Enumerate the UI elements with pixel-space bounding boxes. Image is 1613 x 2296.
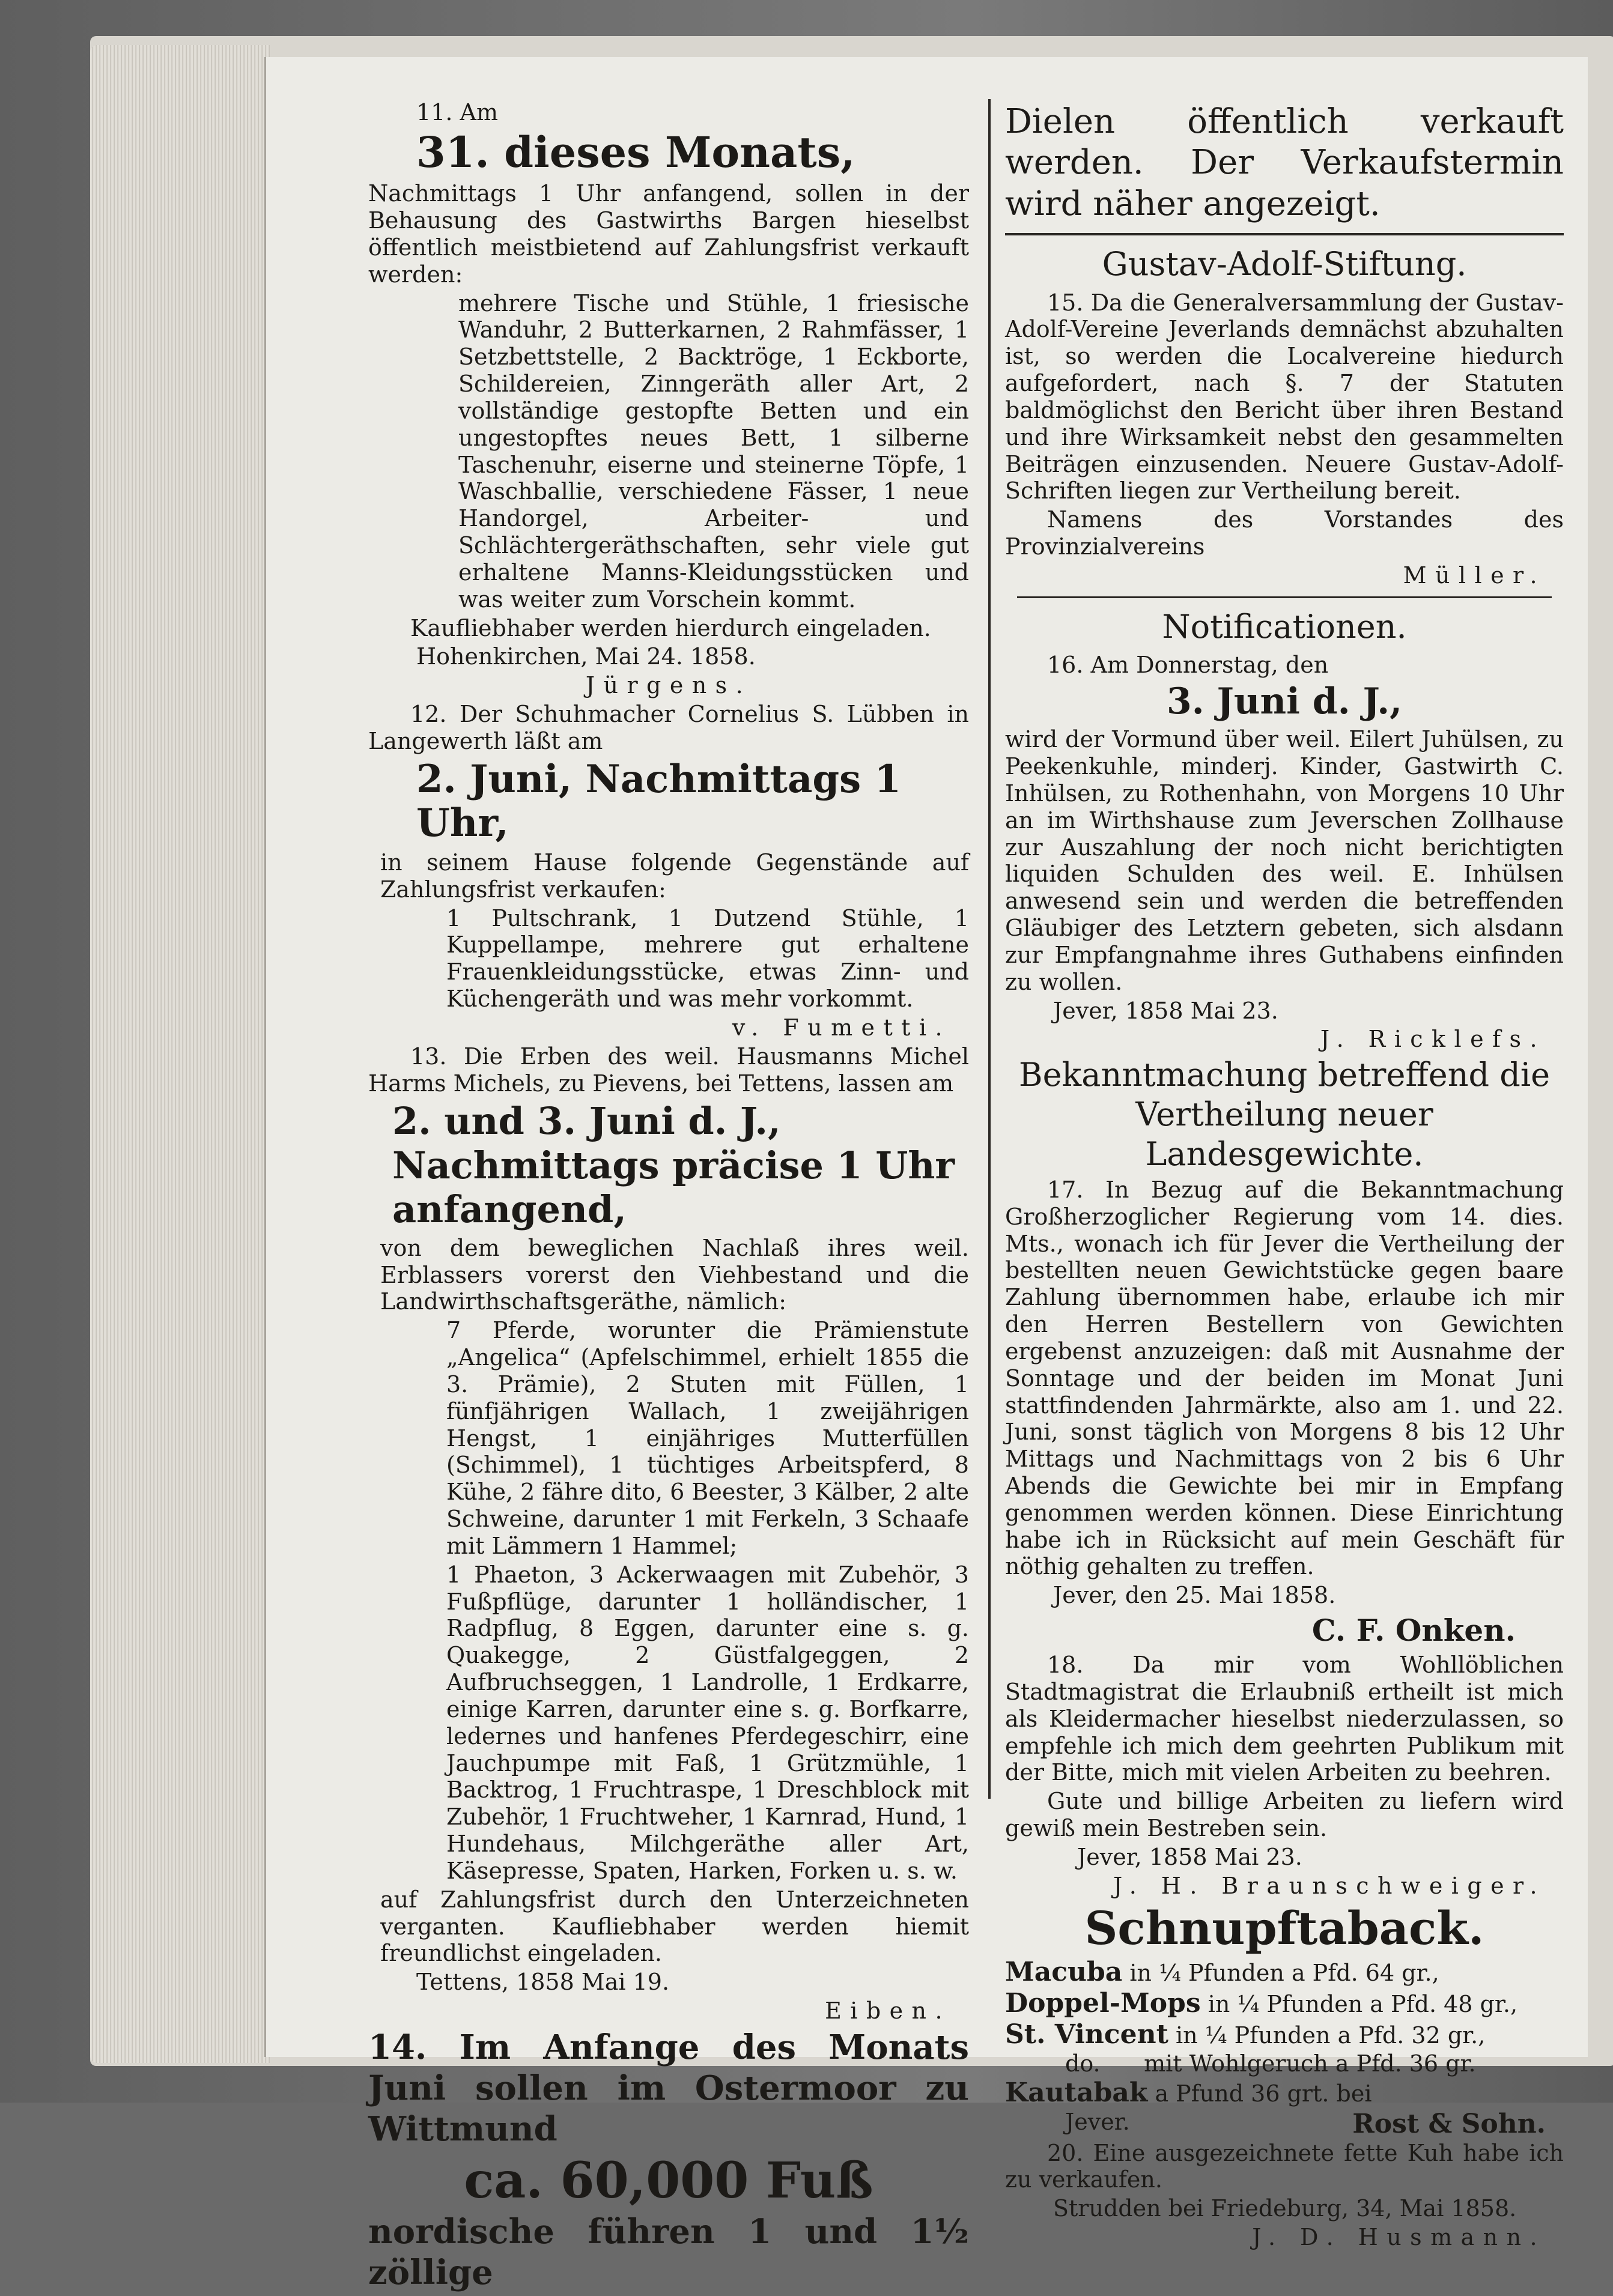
notice-16-headline: 3. Juni d. J., xyxy=(1166,680,1403,723)
section-rule xyxy=(1005,233,1564,235)
tobacco-price: in ¼ Pfunden a Pfd. 48 gr., xyxy=(1207,1991,1518,2018)
notice-16-dateline: Jever, 1858 Mai 23. xyxy=(1053,997,1278,1024)
notice-14-headline: 14. Im Anfange des Monats Juni sollen im Ostermoor zu Wittmund xyxy=(368,2027,969,2149)
bekanntmachung-section xyxy=(1005,1055,1564,1648)
notice-13-intro: 13. Die Erben des weil. Hausmanns Michel Harms Michels, zu Pievens, bei Tettens, lassen am xyxy=(368,1043,969,1097)
notice-12-items: 1 Pultschrank, 1 Dutzend Stühle, 1 Kuppellampe, mehrere gut erhaltene Frauenkleidungsstücke, etwas Zinn- und Küchengeräth und was mehr vorkommt. xyxy=(446,904,969,1013)
notice-20 xyxy=(1005,2140,1564,2251)
notice-14-quantity: ca. 60,000 Fuß xyxy=(464,2151,873,2210)
tobacco-name: Kautabak xyxy=(1005,2077,1148,2108)
page-stack-edge xyxy=(90,45,270,2063)
notice-11 xyxy=(368,99,969,699)
notice-14-continuation: Dielen öffentlich verkauft werden. Der Verkaufstermin wird näher angezeigt. xyxy=(1005,102,1564,223)
notice-18-text: 18. Da mir vom Wohllöblichen Stadtmagistrat die Erlaubniß ertheilt ist mich als Kleidermacher hieselbst niederzulassen, so empfehle ich mich dem geehrten Publikum mit der Bitte, mich mit vielen Arbeiten zu beehren. xyxy=(1005,1652,1564,1786)
notice-18-text2: Gute und billige Arbeiten zu liefern wird gewiß mein Bestreben sein. xyxy=(1005,1788,1564,1842)
tobacco-name: Doppel-Mops xyxy=(1005,1988,1201,2019)
notice-18-dateline: Jever, 1858 Mai 23. xyxy=(1077,1843,1302,1870)
notice-13-livestock: 7 Pferde, worunter die Prämienstute „Angelica“ (Apfelschimmel, erhielt 1855 die 3. Prämie), 2 Stuten mit Füllen, 1 fünfjährigen Wallach, 1 zweijährigen Hengst, 1 einjähriges Mutterfüllen (Schimmel), 1 tüchtiges Arbeitspferd, 8 Kühe, 2 fähre dito, 6 Beester, 3 Kälber, 2 alte Schweine, darunter 1 mit Ferkeln, 3 Schaafe mit Lämmern 1 Hammel; xyxy=(446,1317,969,1559)
notice-11-lead: 11. Am xyxy=(416,99,498,126)
section-rule xyxy=(1017,596,1552,598)
gustav-adolf-section xyxy=(1005,245,1564,589)
tobacco-name: Macuba xyxy=(1005,1957,1123,1988)
notice-18-signature: J. H. Braunschweiger. xyxy=(1113,1872,1546,1899)
notice-12-intro: 12. Der Schuhmacher Cornelius S. Lübben in Langewerth läßt am xyxy=(368,701,969,754)
notice-11-items: mehrere Tische und Stühle, 1 friesische Wanduhr, 2 Butterkarnen, 2 Rahmfässer, 1 Setzbettstelle, 2 Backtröge, 1 Eckborte, Schildereien, Zinngeräth aller Art, 2 vollständige gestopfte Betten und ein ungestopftes neues Bett, 1 silberne Taschenuhr, eiserne und steinerne Töpfe, 1 Waschballie, verschiedene Fässer, 1 neue Handorgel, Arbeiter- und Schlächtergeräthschaften, sehr viele gut erhaltene Manns-Kleidungsstücken und was weiter zum Vorschein kommt. xyxy=(458,289,969,613)
notice-13-equipment: 1 Phaeton, 3 Ackerwaagen mit Zubehör, 3 Fußpflüge, darunter 1 holländischer, 1 Radpflug, 8 Eggen, darunter eine s. g. Quakegge, 2 Güstfalgeggen, 2 Aufbruchseggen, 1 Landrolle, 1 Erdkarre, einige Karren, darunter eine s. g. Borfkarre, ledernes und hanfenes Pferdegeschirr, eine Jauchpumpe mit Faß, 1 Grützmühle, 1 Backtrog, 1 Fruchtraspe, 1 Dreschblock mit Zubehör, 1 Fruchtweher, 1 Karnrad, Hund, 1 Hundehaus, Milchgeräthe aller Art, Käsepresse, Spaten, Harken, Forken u. s. w. xyxy=(446,1561,969,1884)
tobacco-name: St. Vincent xyxy=(1005,2019,1168,2050)
gustav-adolf-title: Gustav-Adolf-Stiftung. xyxy=(1102,244,1467,283)
column-divider xyxy=(988,99,991,1799)
notice-20-dateline: Strudden bei Friedeburg, 34, Mai 1858. xyxy=(1053,2195,1517,2222)
tobacco-firm: Rost & Sohn. xyxy=(1352,2108,1546,2139)
notice-16-text: wird der Vormund über weil. Eilert Juhülsen, zu Peekenkuhle, minderj. Kinder, Gastwirth C. Inhülsen, zu Rothenhahn, von Morgens 10 Uhr an im Wirthshause zum Jeverschen Zollhause zur Auszahlung der noch nicht berichtigten liquiden Schulden des weil. E. Inhülsen anwesend sein und werden die betreffenden Gläubiger des Letztern gebeten, sich alsdann zur Empfangnahme ihres Guthabens einfinden zu wollen. xyxy=(1005,726,1564,995)
tobacco-place: Jever. xyxy=(1065,2108,1130,2135)
notice-12 xyxy=(368,701,969,1041)
tobacco-price: in ¼ Pfunden a Pfd. 32 gr., xyxy=(1176,2022,1486,2049)
tobacco-line-doppel-mops xyxy=(1005,1988,1564,2019)
notice-11-signature: Jürgens. xyxy=(585,672,752,699)
tobacco-line-macuba xyxy=(1005,1957,1564,1988)
notice-20-text: 20. Eine ausgezeichnete fette Kuh habe ich zu verkaufen. xyxy=(1005,2139,1564,2193)
bekanntmachung-title: Bekanntmachung betreffend die Vertheilung neuer Landesgewichte. xyxy=(1018,1056,1551,1173)
notice-13-dateline: Tettens, 1858 Mai 19. xyxy=(416,1969,670,1996)
notice-11-dateline: Hohenkirchen, Mai 24. 1858. xyxy=(416,643,756,670)
tobacco-line-st-vincent xyxy=(1005,2019,1564,2050)
notice-14-material: nordische führen 1 und 1½ zöllige xyxy=(368,2211,969,2293)
notificationen-section xyxy=(1005,608,1564,1053)
notice-17-text: 17. In Bezug auf die Bekanntmachung Großherzoglicher Regierung vom 14. dies. Mts., wonach ich für Jever die Vertheilung der bestellten neuen Gewichtstücke gegen baare Zahlung übernommen habe, erlaube ich mir den Herren Bestellern von Gewichten ergebenst anzuzeigen: daß mit Ausnahme der Sonntage und der beiden im Monat Juni stattfindenden Jahrmärkte, also am 1. und 22. Juni, sonst täglich von Morgens 8 bis 12 Uhr Mittags und Nachmittags von 2 bis 6 Uhr Abends die Gewichte bei mir in Empfang genommen werden können. Diese Einrichtung habe ich in Rücksicht auf mein Geschäft für nöthig gehalten zu treffen. xyxy=(1005,1176,1564,1580)
notice-11-invite: Kaufliebhaber werden hierdurch eingeladen. xyxy=(410,614,931,641)
notice-13 xyxy=(368,1043,969,2025)
notice-11-headline: 31. dieses Monats, xyxy=(416,127,855,177)
notice-14 xyxy=(368,2027,969,2294)
notice-17-dateline: Jever, den 25. Mai 1858. xyxy=(1053,1582,1336,1609)
tobacco-line-do: do. mit Wohlgeruch a Pfd. 36 gr. xyxy=(1065,2050,1476,2077)
tobacco-seller-line xyxy=(1005,2109,1564,2140)
notice-13-closing: auf Zahlungsfrist durch den Unterzeichneten verganten. Kaufliebhaber werden hiemit freundlichst eingeladen. xyxy=(380,1886,969,1967)
right-column xyxy=(1005,99,1564,2253)
notice-13-text: von dem beweglichen Nachlaß ihres weil. Erblassers vorerst den Viehbestand und die Landwirthschaftsgeräthe, nämlich: xyxy=(380,1234,969,1315)
notice-15-signature: Müller. xyxy=(1403,562,1546,589)
notice-19-tobacco xyxy=(1005,1903,1564,2140)
notice-12-headline: 2. Juni, Nachmittags 1 Uhr, xyxy=(416,756,901,846)
notice-13-headline: 2. und 3. Juni d. J., Nachmittags präcise 1 Uhr anfangend, xyxy=(392,1099,955,1231)
left-column xyxy=(368,99,969,2296)
notice-16-signature: J. Ricklefs. xyxy=(1320,1026,1546,1053)
notice-20-signature: J. D. Husmann. xyxy=(1252,2224,1546,2251)
notice-13-signature: Eiben. xyxy=(825,1998,951,2025)
newspaper-page xyxy=(264,57,1588,2293)
tobacco-price: in ¼ Pfunden a Pfd. 64 gr., xyxy=(1129,1960,1439,1987)
notice-15-text: 15. Da die Generalversammlung der Gustav-Adolf-Vereine Jeverlands demnächst abzuhalten ist, so werden die Localvereine hiedurch aufgefordert, nach §. 7 der Statuten baldmöglichst den Bericht über ihren Bestand und ihre Wirksamkeit nebst den gesammelten Beiträgen einzusenden. Neuere Gustav-Adolf-Schriften liegen zur Vertheilung bereit. xyxy=(1005,289,1564,504)
notice-15-namens: Namens des Vorstandes des Provinzialvereins xyxy=(1005,506,1564,560)
tobacco-price: a Pfund 36 grt. bei xyxy=(1155,2080,1372,2107)
notice-18 xyxy=(1005,1652,1564,1899)
notice-11-intro: Nachmittags 1 Uhr anfangend, sollen in der Behausung des Gastwirths Bargen hieselbst öffentlich meistbietend auf Zahlungsfrist verkauft werden: xyxy=(368,180,969,288)
notificationen-title: Notificationen. xyxy=(1162,607,1407,646)
notice-12-text: in seinem Hause folgende Gegenstände auf Zahlungsfrist verkaufen: xyxy=(380,849,969,903)
tobacco-title: Schnupftaback. xyxy=(1084,1901,1484,1955)
notice-16-intro: 16. Am Donnerstag, den xyxy=(1047,652,1329,679)
tobacco-line-kautabak xyxy=(1005,2077,1564,2109)
notice-12-signature: v. Fumetti. xyxy=(732,1014,951,1041)
notice-17-signature: C. F. Onken. xyxy=(1311,1613,1516,1649)
